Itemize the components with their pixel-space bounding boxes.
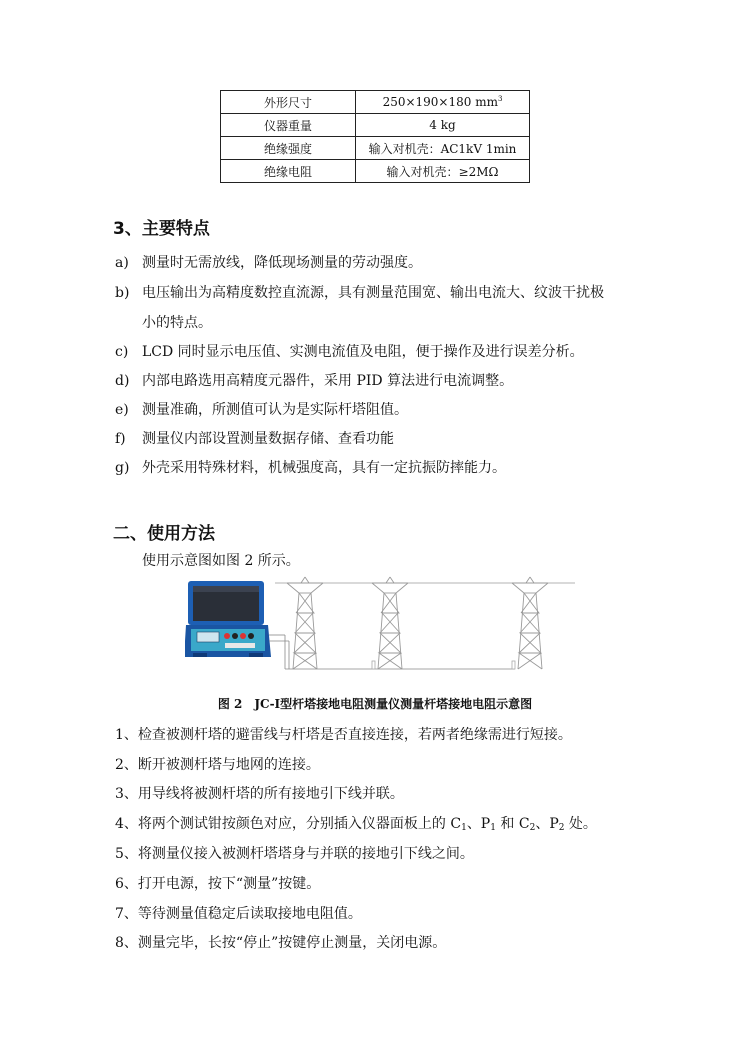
list-item: [115, 341, 584, 361]
list-marker: g): [115, 460, 130, 476]
list-marker: b): [115, 285, 130, 301]
section-heading: 3、主要特点: [113, 219, 210, 239]
list-item: [115, 399, 408, 419]
step-item: 2、断开被测杆塔与地网的连接。: [115, 757, 320, 773]
step-item: 4、将两个测试钳按颜色对应，分别插入仪器面板上的 $C_1$、$P_1$ 和 $C_2$、$P_2$ 处。: [115, 816, 597, 833]
usage-diagram: [185, 575, 575, 675]
section-heading: 二、使用方法: [113, 524, 215, 544]
ground-stake-icon: [372, 661, 515, 669]
list-marker: f): [115, 431, 126, 447]
list-text: LCD 同时显示电压值、实测电流值及电阻，便于操作及进行误差分析。: [142, 344, 584, 360]
list-marker: e): [115, 402, 129, 418]
step-item: 1、检查被测杆塔的避雷线与杆塔是否直接连接，若两者绝缘需进行短接。: [115, 727, 572, 743]
spec-key: 绝缘强度: [221, 137, 356, 160]
step-item: 7、等待测量值稳定后读取接地电阻值。: [115, 906, 362, 922]
spec-key: 外形尺寸: [221, 91, 356, 114]
list-marker: a): [115, 255, 129, 271]
list-item-continuation: 小的特点。: [142, 315, 212, 331]
spec-value: 4 kg: [356, 114, 530, 137]
list-item: [115, 428, 394, 448]
intro-text: 使用示意图如图 2 所示。: [142, 553, 300, 569]
table-row: [221, 137, 530, 160]
spec-value: 输入对机壳：≥2MΩ: [356, 160, 530, 183]
step-item: 3、用导线将被测杆塔的所有接地引下线并联。: [115, 786, 404, 802]
step-item: 8、测量完毕，长按“停止”按键停止测量，关闭电源。: [115, 935, 447, 951]
table-row: [221, 114, 530, 137]
figure-caption: 图 2 JC-Ⅰ型杆塔接地电阻测量仪测量杆塔接地电阻示意图: [217, 697, 533, 711]
list-item: [115, 252, 422, 272]
list-item: [115, 457, 506, 477]
spec-key: 绝缘电阻: [221, 160, 356, 183]
list-text: 电压输出为高精度数控直流源，具有测量范围宽、输出电流大、纹波干扰极: [142, 285, 604, 301]
list-item: [115, 282, 604, 302]
superscript: 3: [497, 95, 503, 103]
tower-icon: [512, 577, 548, 669]
spec-value: 250×190×180 $mm^3$: [356, 91, 530, 114]
tower-icon: [372, 577, 408, 669]
table-row: [221, 160, 530, 183]
step-item: 6、打开电源，按下“测量”按键。: [115, 876, 321, 892]
list-text: 测量仪内部设置测量数据存储、查看功能: [142, 431, 394, 447]
list-text: 外壳采用特殊材料，机械强度高，具有一定抗振防摔能力。: [142, 460, 506, 476]
step-item: 5、将测量仪接入被测杆塔塔身与并联的接地引下线之间。: [115, 846, 474, 862]
table-row: [221, 91, 530, 114]
list-item: [115, 370, 513, 390]
spec-value: 输入对机壳：AC1kV 1min: [356, 137, 530, 160]
list-marker: d): [115, 373, 130, 389]
spec-key: 仪器重量: [221, 114, 356, 137]
list-marker: c): [115, 344, 129, 360]
list-text: 测量时无需放线，降低现场测量的劳动强度。: [142, 255, 422, 271]
instrument-image: [185, 581, 271, 657]
list-text: 测量准确，所测值可认为是实际杆塔阻值。: [142, 402, 408, 418]
tower-icon: [287, 577, 323, 669]
spec-table: [220, 90, 530, 183]
list-text: 内部电路选用高精度元器件，采用 PID 算法进行电流调整。: [142, 373, 514, 389]
